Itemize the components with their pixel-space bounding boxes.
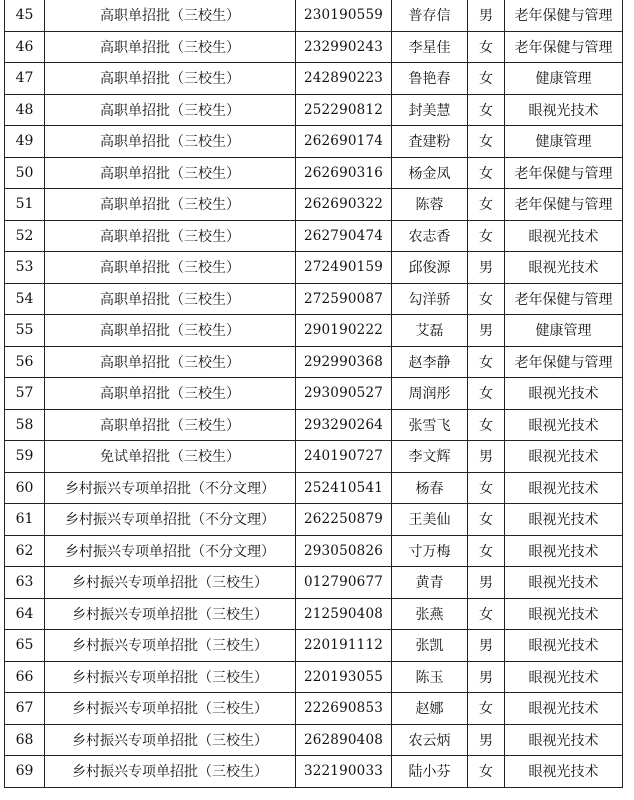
candidate-number-cell: 012790677 — [296, 567, 392, 599]
gender-cell: 女 — [468, 693, 505, 725]
table-row — [5, 472, 623, 504]
row-number-cell: 54 — [5, 283, 45, 315]
row-number-cell: 69 — [5, 756, 45, 788]
row-number-cell: 51 — [5, 189, 45, 221]
row-number-cell: 61 — [5, 504, 45, 536]
table-row — [5, 567, 623, 599]
student-name-cell: 张雪飞 — [392, 409, 468, 441]
candidate-number-cell: 252290812 — [296, 94, 392, 126]
table-row — [5, 378, 623, 410]
admission-batch-cell: 高职单招批（三校生） — [45, 0, 296, 31]
major-cell: 眼视光技术 — [505, 756, 623, 788]
row-number-cell: 63 — [5, 567, 45, 599]
student-name-cell: 査建粉 — [392, 126, 468, 158]
table-row — [5, 661, 623, 693]
major-cell: 老年保健与管理 — [505, 283, 623, 315]
candidate-number-cell: 240190727 — [296, 441, 392, 473]
table-row — [5, 441, 623, 473]
major-cell: 眼视光技术 — [505, 630, 623, 662]
gender-cell: 女 — [468, 31, 505, 63]
student-name-cell: 赵娜 — [392, 693, 468, 725]
admission-batch-cell: 乡村振兴专项单招批（三校生） — [45, 724, 296, 756]
gender-cell: 男 — [468, 567, 505, 599]
row-number-cell: 64 — [5, 598, 45, 630]
student-name-cell: 陈蓉 — [392, 189, 468, 221]
gender-cell: 男 — [468, 630, 505, 662]
table-row — [5, 31, 623, 63]
student-name-cell: 农云炳 — [392, 724, 468, 756]
student-name-cell: 张凯 — [392, 630, 468, 662]
table-row — [5, 535, 623, 567]
gender-cell: 女 — [468, 535, 505, 567]
student-name-cell: 鲁艳春 — [392, 63, 468, 95]
candidate-number-cell: 262790474 — [296, 220, 392, 252]
major-cell: 眼视光技术 — [505, 252, 623, 284]
gender-cell: 女 — [468, 504, 505, 536]
student-name-cell: 陆小芬 — [392, 756, 468, 788]
student-name-cell: 农志香 — [392, 220, 468, 252]
row-number-cell: 60 — [5, 472, 45, 504]
student-name-cell: 封美慧 — [392, 94, 468, 126]
admission-batch-cell: 高职单招批（三校生） — [45, 126, 296, 158]
admission-batch-cell: 高职单招批（三校生） — [45, 157, 296, 189]
candidate-number-cell: 293290264 — [296, 409, 392, 441]
row-number-cell: 53 — [5, 252, 45, 284]
row-number-cell: 49 — [5, 126, 45, 158]
admission-batch-cell: 乡村振兴专项单招批（三校生） — [45, 661, 296, 693]
table-row — [5, 157, 623, 189]
major-cell: 老年保健与管理 — [505, 157, 623, 189]
row-number-cell: 62 — [5, 535, 45, 567]
candidate-number-cell: 262690174 — [296, 126, 392, 158]
candidate-number-cell: 262690316 — [296, 157, 392, 189]
row-number-cell: 48 — [5, 94, 45, 126]
major-cell: 眼视光技术 — [505, 94, 623, 126]
major-cell: 眼视光技术 — [505, 220, 623, 252]
row-number-cell: 55 — [5, 315, 45, 347]
student-name-cell: 赵李静 — [392, 346, 468, 378]
admission-batch-cell: 免试单招批（三校生） — [45, 441, 296, 473]
candidate-number-cell: 220191112 — [296, 630, 392, 662]
table-row — [5, 283, 623, 315]
gender-cell: 女 — [468, 472, 505, 504]
admission-batch-cell: 高职单招批（三校生） — [45, 283, 296, 315]
admission-batch-cell: 高职单招批（三校生） — [45, 346, 296, 378]
major-cell: 眼视光技术 — [505, 409, 623, 441]
gender-cell: 女 — [468, 220, 505, 252]
gender-cell: 女 — [468, 409, 505, 441]
major-cell: 老年保健与管理 — [505, 31, 623, 63]
student-name-cell: 杨金凤 — [392, 157, 468, 189]
major-cell: 健康管理 — [505, 63, 623, 95]
table-row — [5, 0, 623, 31]
admission-list-table — [4, 0, 623, 788]
table-row — [5, 315, 623, 347]
row-number-cell: 68 — [5, 724, 45, 756]
table-row — [5, 504, 623, 536]
admission-batch-cell: 高职单招批（三校生） — [45, 315, 296, 347]
gender-cell: 男 — [468, 252, 505, 284]
candidate-number-cell: 293090527 — [296, 378, 392, 410]
admission-batch-cell: 高职单招批（三校生） — [45, 378, 296, 410]
admission-batch-cell: 高职单招批（三校生） — [45, 220, 296, 252]
row-number-cell: 45 — [5, 0, 45, 31]
table-row — [5, 189, 623, 221]
major-cell: 眼视光技术 — [505, 472, 623, 504]
candidate-number-cell: 322190033 — [296, 756, 392, 788]
gender-cell: 男 — [468, 661, 505, 693]
admission-batch-cell: 乡村振兴专项单招批（三校生） — [45, 630, 296, 662]
admission-batch-cell: 乡村振兴专项单招批（三校生） — [45, 598, 296, 630]
candidate-number-cell: 292990368 — [296, 346, 392, 378]
student-name-cell: 普存信 — [392, 0, 468, 31]
admission-batch-cell: 乡村振兴专项单招批（三校生） — [45, 567, 296, 599]
row-number-cell: 52 — [5, 220, 45, 252]
gender-cell: 女 — [468, 126, 505, 158]
admission-batch-cell: 高职单招批（三校生） — [45, 94, 296, 126]
student-name-cell: 李星佳 — [392, 31, 468, 63]
gender-cell: 女 — [468, 756, 505, 788]
student-name-cell: 李文辉 — [392, 441, 468, 473]
student-name-cell: 王美仙 — [392, 504, 468, 536]
row-number-cell: 58 — [5, 409, 45, 441]
major-cell: 眼视光技术 — [505, 724, 623, 756]
table-row — [5, 63, 623, 95]
candidate-number-cell: 262250879 — [296, 504, 392, 536]
admission-batch-cell: 高职单招批（三校生） — [45, 31, 296, 63]
gender-cell: 女 — [468, 157, 505, 189]
gender-cell: 女 — [468, 283, 505, 315]
row-number-cell: 65 — [5, 630, 45, 662]
row-number-cell: 50 — [5, 157, 45, 189]
gender-cell: 男 — [468, 0, 505, 31]
table-row — [5, 94, 623, 126]
major-cell: 健康管理 — [505, 315, 623, 347]
admission-batch-cell: 乡村振兴专项单招批（不分文理） — [45, 535, 296, 567]
table-row — [5, 409, 623, 441]
gender-cell: 女 — [468, 378, 505, 410]
admission-batch-cell: 高职单招批（三校生） — [45, 409, 296, 441]
admission-batch-cell: 乡村振兴专项单招批（不分文理） — [45, 472, 296, 504]
student-name-cell: 黄青 — [392, 567, 468, 599]
major-cell: 眼视光技术 — [505, 504, 623, 536]
candidate-number-cell: 262890408 — [296, 724, 392, 756]
major-cell: 老年保健与管理 — [505, 189, 623, 221]
row-number-cell: 57 — [5, 378, 45, 410]
gender-cell: 男 — [468, 441, 505, 473]
table-row — [5, 126, 623, 158]
student-name-cell: 勾洋骄 — [392, 283, 468, 315]
table-row — [5, 756, 623, 788]
candidate-number-cell: 262690322 — [296, 189, 392, 221]
major-cell: 眼视光技术 — [505, 378, 623, 410]
gender-cell: 女 — [468, 189, 505, 221]
admission-batch-cell: 高职单招批（三校生） — [45, 189, 296, 221]
table-row — [5, 252, 623, 284]
table-row — [5, 630, 623, 662]
row-number-cell: 66 — [5, 661, 45, 693]
admission-batch-cell: 高职单招批（三校生） — [45, 252, 296, 284]
major-cell: 眼视光技术 — [505, 598, 623, 630]
gender-cell: 男 — [468, 315, 505, 347]
gender-cell: 女 — [468, 346, 505, 378]
major-cell: 眼视光技术 — [505, 567, 623, 599]
candidate-number-cell: 242890223 — [296, 63, 392, 95]
table-body — [5, 0, 623, 787]
student-name-cell: 艾磊 — [392, 315, 468, 347]
candidate-number-cell: 232990243 — [296, 31, 392, 63]
row-number-cell: 59 — [5, 441, 45, 473]
candidate-number-cell: 212590408 — [296, 598, 392, 630]
student-name-cell: 张燕 — [392, 598, 468, 630]
candidate-number-cell: 220193055 — [296, 661, 392, 693]
admission-batch-cell: 高职单招批（三校生） — [45, 63, 296, 95]
gender-cell: 女 — [468, 94, 505, 126]
gender-cell: 女 — [468, 63, 505, 95]
gender-cell: 男 — [468, 724, 505, 756]
candidate-number-cell: 230190559 — [296, 0, 392, 31]
candidate-number-cell: 252410541 — [296, 472, 392, 504]
student-name-cell: 周润彤 — [392, 378, 468, 410]
row-number-cell: 46 — [5, 31, 45, 63]
row-number-cell: 56 — [5, 346, 45, 378]
table-row — [5, 724, 623, 756]
candidate-number-cell: 293050826 — [296, 535, 392, 567]
student-name-cell: 寸万梅 — [392, 535, 468, 567]
candidate-number-cell: 290190222 — [296, 315, 392, 347]
candidate-number-cell: 272590087 — [296, 283, 392, 315]
row-number-cell: 47 — [5, 63, 45, 95]
major-cell: 老年保健与管理 — [505, 0, 623, 31]
table-row — [5, 598, 623, 630]
table-row — [5, 346, 623, 378]
major-cell: 健康管理 — [505, 126, 623, 158]
row-number-cell: 67 — [5, 693, 45, 725]
major-cell: 眼视光技术 — [505, 693, 623, 725]
student-name-cell: 陈玉 — [392, 661, 468, 693]
student-name-cell: 杨春 — [392, 472, 468, 504]
candidate-number-cell: 222690853 — [296, 693, 392, 725]
table-row — [5, 220, 623, 252]
admission-batch-cell: 乡村振兴专项单招批（三校生） — [45, 693, 296, 725]
admission-batch-cell: 乡村振兴专项单招批（不分文理） — [45, 504, 296, 536]
major-cell: 眼视光技术 — [505, 535, 623, 567]
major-cell: 老年保健与管理 — [505, 346, 623, 378]
student-name-cell: 邱俊源 — [392, 252, 468, 284]
major-cell: 眼视光技术 — [505, 441, 623, 473]
admission-batch-cell: 乡村振兴专项单招批（三校生） — [45, 756, 296, 788]
gender-cell: 女 — [468, 598, 505, 630]
major-cell: 眼视光技术 — [505, 661, 623, 693]
candidate-number-cell: 272490159 — [296, 252, 392, 284]
table-row — [5, 693, 623, 725]
